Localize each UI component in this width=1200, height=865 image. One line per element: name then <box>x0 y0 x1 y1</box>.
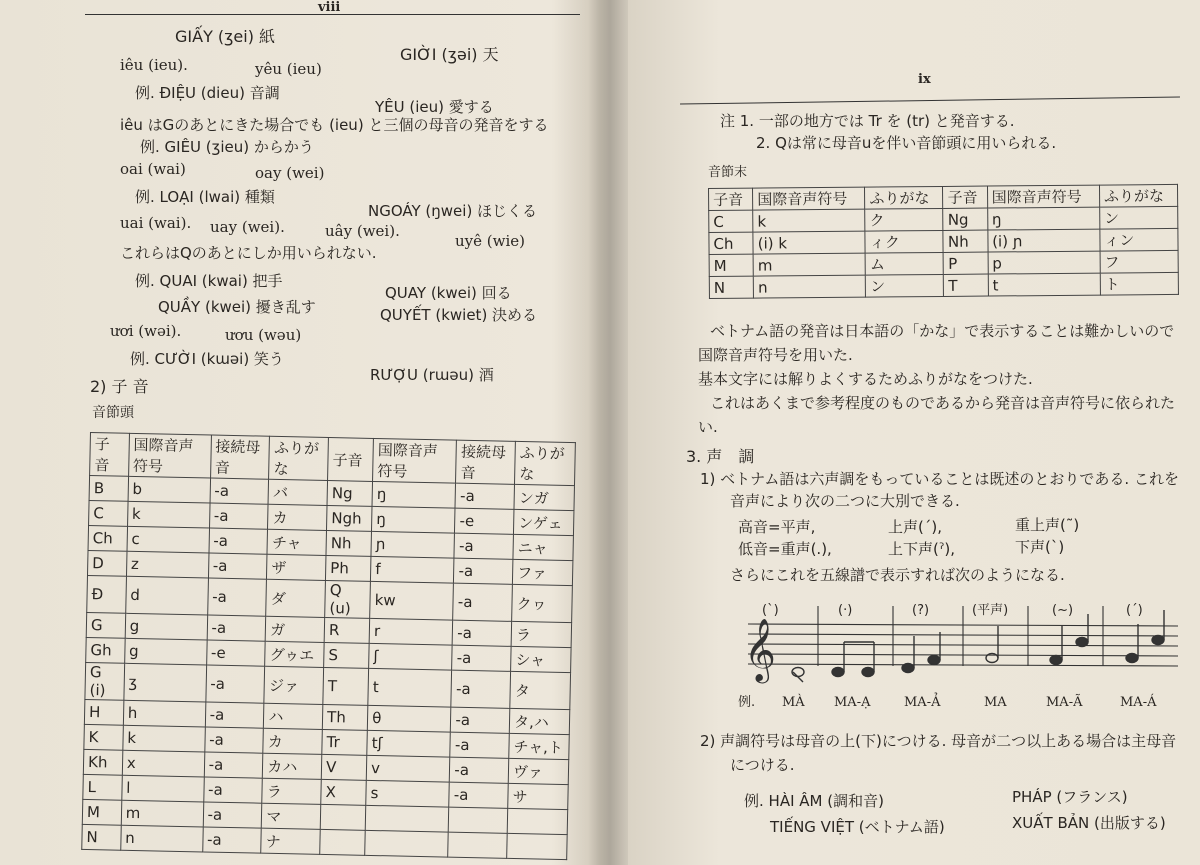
table-cell: -e <box>455 508 514 534</box>
table-cell <box>507 833 567 859</box>
table-cell: チャ,ト <box>509 733 569 759</box>
tone-item: 上下声(ˀ), <box>888 540 956 558</box>
table-cell <box>365 805 449 832</box>
tone-item: 低音=重声(.), <box>738 540 832 558</box>
table-cell: Nh <box>943 230 987 252</box>
table-cell: B <box>89 476 128 502</box>
entry-line: iêu (ieu). <box>120 56 188 74</box>
note-line: 2. Qは常に母音uを伴い音節頭に用いられる. <box>756 134 1057 152</box>
table-cell: サ <box>508 783 568 809</box>
table-cell <box>507 808 567 834</box>
table-cell: Tr <box>322 729 368 755</box>
table-cell: -a <box>453 620 512 646</box>
table-cell: p <box>988 251 1100 274</box>
entry-line: RƯỢU (rɯəu) 酒 <box>370 366 494 384</box>
table-header-cell: 国際音声符号 <box>128 433 211 478</box>
entry-line: QUẦY (kwei) 擾き乱す <box>158 298 316 316</box>
table-header-cell: 国際音声符号 <box>987 185 1099 208</box>
paragraph-line: これはあくまで参考程度のものであるから発音は音声符号に依られた <box>710 394 1176 412</box>
table-cell: -e <box>206 640 265 666</box>
table-cell: ザ <box>267 554 326 580</box>
table-header-cell: 接続母音 <box>210 435 270 479</box>
table-cell: ʃ <box>369 643 453 670</box>
table-cell: r <box>369 618 453 645</box>
table-cell: -a <box>203 777 262 803</box>
table-cell: n <box>753 275 865 298</box>
table-cell: θ <box>367 705 451 732</box>
section-label: 音節頭 <box>92 405 134 421</box>
entry-line: 例. ĐIỆU (dieu) 音調 <box>135 84 280 102</box>
paragraph-line: ベトナム語の発音は日本語の「かな」で表示することは難かしいので <box>710 322 1175 340</box>
entry-line: uai (wai). <box>120 214 192 232</box>
initial-consonant-table <box>81 432 576 860</box>
entry-line: これらはQのあとにしか用いられない. <box>120 244 377 262</box>
table-cell: (i) ɲ <box>988 229 1100 252</box>
tone-syllable: MA <box>984 695 1007 710</box>
table-cell: ム <box>865 252 943 275</box>
table-cell <box>365 830 449 857</box>
table-cell: ŋ <box>372 481 456 508</box>
table-cell: ラ <box>511 621 571 647</box>
table-cell: タ,ハ <box>509 708 569 734</box>
table-cell: ト <box>1100 272 1178 295</box>
table-cell: -a <box>454 533 513 559</box>
table-cell: クヮ <box>512 584 573 622</box>
entry-line: oai (wai) <box>120 160 186 178</box>
tone-mark: (?) <box>912 603 930 618</box>
table-cell: R <box>324 617 370 643</box>
note-line: 注 1. 一部の地方では Tr を (tr) と発音する. <box>720 112 1015 130</box>
paragraph-line: 音声により次の二つに大別できる. <box>730 492 960 510</box>
table-cell: -a <box>449 782 508 808</box>
table-cell: シャ <box>511 646 571 672</box>
entry-line: 例. QUAI (kwai) 把手 <box>135 272 283 290</box>
tone-item: 下声(ˋ) <box>1015 538 1065 556</box>
table-cell: m <box>753 253 865 276</box>
tone-syllable: MA-Ã <box>1046 695 1083 710</box>
table-cell: S <box>324 642 370 668</box>
tone-staff <box>708 596 1188 716</box>
entry-line: 例. GIÊU (ʒieu) からかう <box>140 138 314 156</box>
table-cell: ンガ <box>514 484 574 510</box>
table-cell: ン <box>1099 206 1177 229</box>
example-line: XUẤT BẢN (出版する) <box>1012 814 1166 832</box>
table-cell: f <box>371 556 455 583</box>
table-cell: t <box>988 273 1100 296</box>
tone-syllable: MA-Á <box>1120 695 1157 710</box>
table-cell: Gh <box>86 637 125 663</box>
table-cell: -a <box>202 827 261 853</box>
table-cell: -a <box>209 503 268 529</box>
table-cell: ʒ <box>124 663 207 702</box>
table-cell: kw <box>370 581 454 620</box>
tone-mark: (平声) <box>972 603 1009 618</box>
table-cell: G <box>86 612 125 638</box>
table-cell: v <box>366 755 450 782</box>
table-cell: M <box>709 254 753 276</box>
table-cell: Nh <box>326 530 372 556</box>
table-cell: G (i) <box>85 662 124 700</box>
table-cell: ラ <box>262 778 321 804</box>
table-cell: z <box>126 551 208 578</box>
table-cell: T <box>944 274 988 296</box>
table-cell: バ <box>268 479 327 505</box>
table-cell: -a <box>453 583 512 621</box>
table-cell: ファ <box>513 559 573 585</box>
table-cell: -a <box>210 478 269 504</box>
table-cell: -a <box>207 578 266 616</box>
table-cell: H <box>84 699 123 725</box>
table-cell: k <box>753 209 865 232</box>
table-header-cell: 子音 <box>90 433 130 477</box>
table-cell: マ <box>262 803 321 829</box>
table-cell: -a <box>204 752 263 778</box>
paragraph-line: 2) 声調符号は母音の上(下)につける. 母音が二つ以上ある場合は主母音 <box>700 732 1177 750</box>
tone-item: 高音=平声, <box>738 518 816 536</box>
table-cell: Ng <box>943 208 987 230</box>
table-cell: X <box>321 779 367 805</box>
right-page <box>620 0 1200 865</box>
table-cell: -a <box>452 645 511 671</box>
entry-line: uay (wei). <box>210 218 285 236</box>
table-cell: (i) k <box>753 231 865 254</box>
table-cell: g <box>125 613 207 640</box>
table-header-cell: 国際音声符号 <box>753 187 865 210</box>
table-cell: D <box>87 550 126 576</box>
table-cell: P <box>944 252 988 274</box>
tone-mark: (·) <box>838 603 853 618</box>
treble-clef-icon: 𝄞 <box>744 618 776 681</box>
table-cell: Ch <box>88 525 127 551</box>
table-cell: t <box>368 668 452 707</box>
table-cell: ジァ <box>264 666 323 704</box>
table-cell: ィン <box>1100 228 1178 251</box>
table-cell: Q (u) <box>325 580 371 618</box>
table-cell <box>320 829 366 855</box>
table-cell: M <box>82 799 121 825</box>
table-cell: ŋ <box>987 207 1099 230</box>
table-cell: d <box>125 576 208 615</box>
entry-line: GIỜI (ʒəi) 天 <box>400 45 499 64</box>
table-cell: -a <box>455 483 514 509</box>
page-number: viii <box>318 0 341 15</box>
table-cell: -a <box>205 702 264 728</box>
table-cell: ɲ <box>371 531 455 558</box>
paragraph-line: い. <box>698 418 718 436</box>
table-cell: ヴァ <box>508 758 568 784</box>
entry-line: oay (wei) <box>255 164 325 182</box>
table-cell: ダ <box>266 579 325 617</box>
table-cell: ニャ <box>513 534 573 560</box>
table-cell: ŋ <box>372 506 456 533</box>
table-cell: g <box>124 638 206 665</box>
table-cell: -a <box>454 558 513 584</box>
table-cell: tʃ <box>367 730 451 757</box>
table-cell: k <box>123 725 205 752</box>
table-cell: ン <box>866 274 944 297</box>
entry-line: NGOÁY (ŋwei) ほじくる <box>368 202 538 220</box>
entry-line: QUAY (kwei) 回る <box>385 284 512 302</box>
table-cell: -a <box>203 802 262 828</box>
tone-mark: (ˋ) <box>762 603 779 618</box>
table-cell: N <box>82 824 121 850</box>
table-cell: T <box>323 667 369 705</box>
example-line: PHÁP (フランス) <box>1012 788 1128 806</box>
tone-mark: (~) <box>1052 603 1074 618</box>
table-cell <box>449 807 508 833</box>
table-cell: c <box>127 526 209 553</box>
table-cell: Ng <box>327 480 373 506</box>
table-cell: n <box>120 825 202 852</box>
entry-line: YÊU (ieu) 愛する <box>375 98 494 116</box>
table-header-cell: 子音 <box>943 186 987 208</box>
table-cell: k <box>127 501 209 528</box>
section-heading: 2) 子 音 <box>90 377 149 396</box>
table-header-cell: 子音 <box>328 437 374 481</box>
table-cell: -a <box>451 707 510 733</box>
table-header-cell: ふりがな <box>865 186 943 209</box>
table-header-cell: ふりがな <box>269 436 329 480</box>
table-cell: l <box>122 775 204 802</box>
entry-line: uây (wei). <box>325 222 400 240</box>
final-consonant-table <box>708 184 1179 299</box>
table-cell: N <box>709 276 753 298</box>
table-header-cell: 接続母音 <box>456 440 516 484</box>
section-label: 音節末 <box>708 165 748 180</box>
table-cell: -a <box>450 732 509 758</box>
table-row <box>709 272 1178 298</box>
table-header-cell: 子音 <box>709 188 753 210</box>
tone-staff-svg <box>708 596 1188 716</box>
table-cell: K <box>84 724 123 750</box>
table-cell: h <box>123 700 205 727</box>
entry-line: 例. CƯỜI (kɯəi) 笑う <box>130 350 284 368</box>
tone-item: 上声(ˊ), <box>888 518 942 536</box>
table-cell: -a <box>451 670 510 708</box>
table-cell: -a <box>205 665 264 703</box>
header-rule <box>680 97 1180 105</box>
tone-mark: (ˊ) <box>1126 603 1143 618</box>
table-header-cell: 国際音声符号 <box>373 438 457 483</box>
table-cell: カ <box>268 504 327 530</box>
entry-line: 例. LOẠI (lwai) 種類 <box>135 188 275 206</box>
table-cell: -a <box>209 528 268 554</box>
table-cell: ク <box>865 208 943 231</box>
example-label: 例. <box>738 695 756 710</box>
table-cell: -a <box>450 757 509 783</box>
table-cell: ンゲェ <box>514 509 574 535</box>
table-cell: -a <box>204 727 263 753</box>
table-cell: -a <box>207 615 266 641</box>
paragraph-line: 1) ベトナム語は六声調をもっていることは既述のとおりである. これを <box>700 470 1179 488</box>
paragraph-line: 基本文字には解りよくするためふりがなをつけた. <box>698 370 1033 388</box>
entry-line: QUYẾT (kwiet) 決める <box>380 306 538 324</box>
example-line: TIẾNG VIỆT (ベトナム語) <box>770 818 945 836</box>
table-cell: Ph <box>326 555 372 581</box>
entry-line: ươi (wəi). <box>110 322 182 340</box>
table-cell: s <box>366 780 450 807</box>
table-cell: C <box>89 500 128 526</box>
entry-line: GIẤY (ʒei) 紙 <box>175 27 276 46</box>
table-cell: Th <box>322 704 368 730</box>
paragraph-line: につける. <box>730 756 795 774</box>
table-cell: -a <box>208 553 267 579</box>
entry-line: ươu (wəu) <box>225 326 302 344</box>
table-cell: Ngh <box>327 505 373 531</box>
table-cell: ナ <box>261 828 320 854</box>
paragraph-line: さらにこれを五線譜で表示すれば次のようになる. <box>730 566 1065 584</box>
tone-item: 重上声(˜) <box>1015 516 1080 534</box>
page-number: ix <box>918 72 931 87</box>
table-cell: カ <box>263 728 322 754</box>
table-cell: カハ <box>263 753 322 779</box>
table-cell: C <box>709 210 753 232</box>
entry-line: uyê (wie) <box>455 232 525 250</box>
table-cell: m <box>121 800 203 827</box>
entry-line: iêu はGのあとにきた場合でも (ieu) と三個の母音の発音をする <box>120 116 549 134</box>
table-cell: グゥエ <box>265 641 324 667</box>
tone-syllable: MÀ <box>782 695 805 710</box>
table-cell: L <box>83 774 122 800</box>
table-cell: x <box>122 750 204 777</box>
table-cell: b <box>128 476 210 503</box>
table-cell <box>448 832 507 858</box>
table-cell: ィク <box>865 230 943 253</box>
table-cell: Kh <box>83 749 122 775</box>
section-heading: 3. 声 調 <box>686 447 755 466</box>
example-line: 例. HÀI ÂM (調和音) <box>744 792 884 810</box>
tone-syllable: MA-Ả <box>904 695 941 710</box>
table-cell: チャ <box>267 529 326 555</box>
tone-syllable: MA-Ạ <box>834 695 871 710</box>
table-header-cell: ふりがな <box>1099 184 1177 207</box>
table-cell: V <box>321 754 367 780</box>
entry-line: yêu (ieu) <box>255 60 322 78</box>
paragraph-line: 国際音声符号を用いた. <box>698 346 853 364</box>
table-cell: Đ <box>87 575 126 613</box>
table-cell: ハ <box>264 703 323 729</box>
table-cell: ガ <box>266 616 325 642</box>
table-cell: フ <box>1100 250 1178 273</box>
table-cell: Ch <box>709 232 753 254</box>
table-cell: タ <box>510 671 571 709</box>
table-header-cell: ふりがな <box>515 441 576 485</box>
table-cell <box>320 804 366 830</box>
